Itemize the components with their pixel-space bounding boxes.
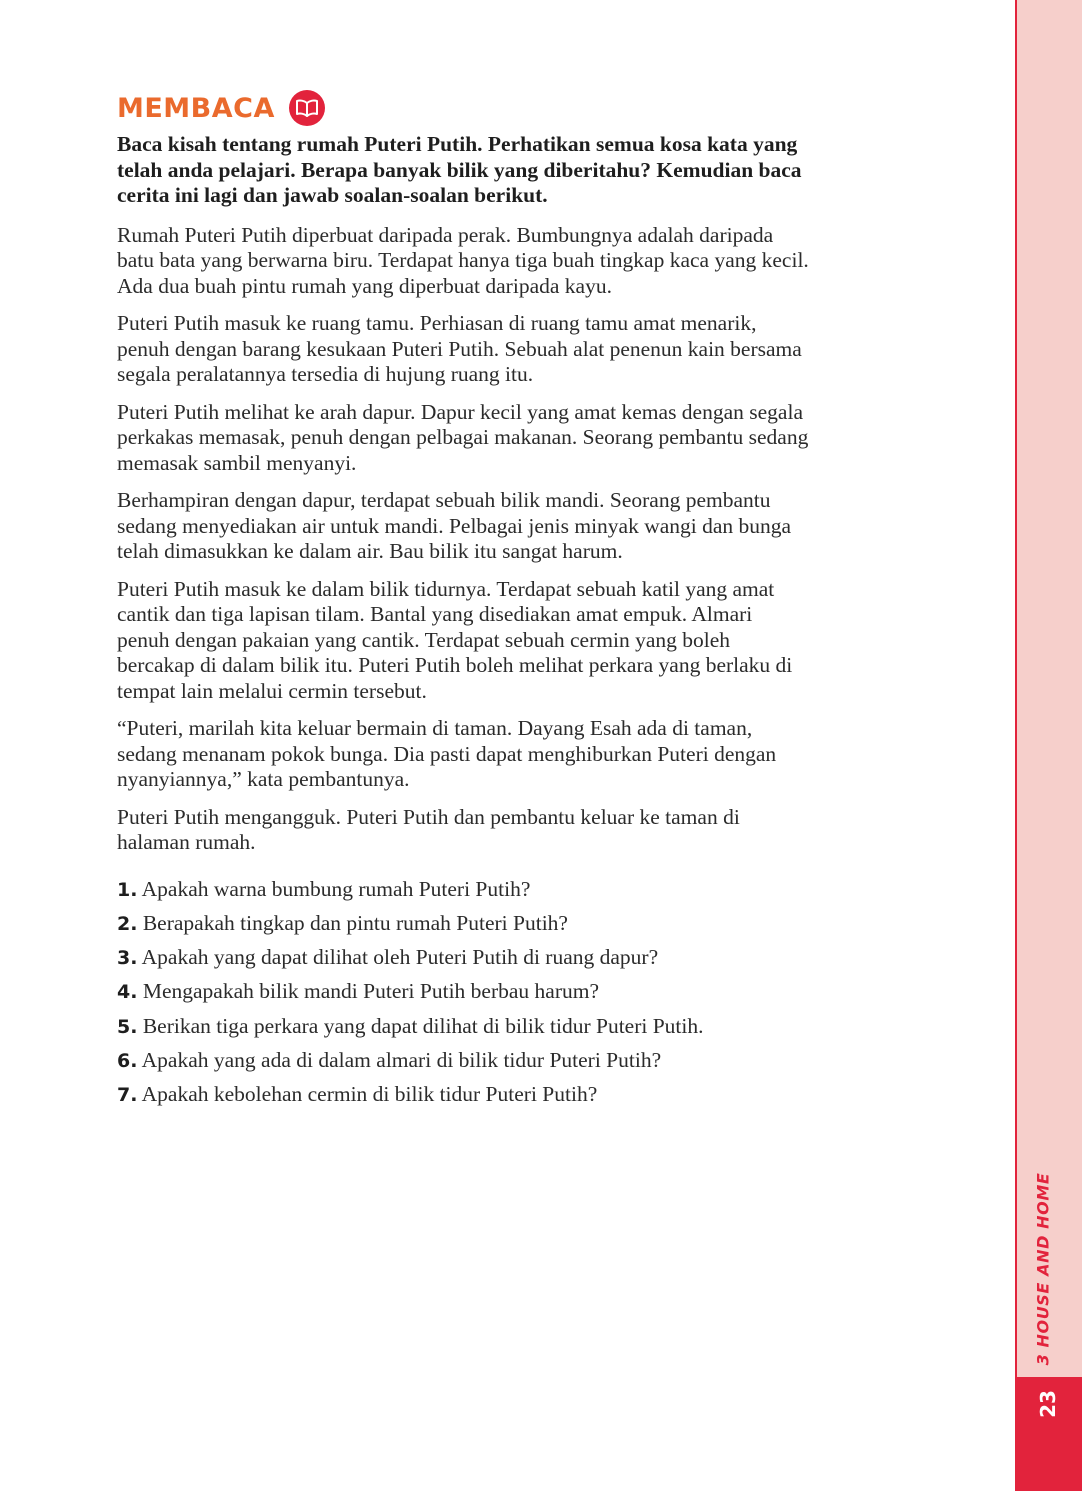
story-paragraph: Puteri Putih mengangguk. Puteri Putih dan pembantu keluar ke taman di halaman rumah.: [117, 804, 740, 854]
open-book-icon: [289, 90, 325, 126]
question-item: [117, 1048, 809, 1082]
question-item: [117, 945, 809, 979]
chapter-label: 3 HOUSE AND HOME: [1033, 1172, 1053, 1366]
story-paragraph: Puteri Putih melihat ke arah dapur. Dapur kecil yang amat kemas dengan segala perkakas memasak, penuh dengan pelbagai makanan. Seorang pembantu sedang memasak sambil menyanyi.: [117, 399, 809, 475]
question-text: Apakah yang ada di dalam almari di bilik tidur Puteri Putih?: [141, 1047, 662, 1072]
question-list: [117, 877, 809, 1117]
section-title: MEMBACA: [117, 92, 275, 124]
question-number: 1.: [117, 878, 138, 901]
question-number: 7.: [117, 1084, 138, 1107]
question-text: Apakah yang dapat dilihat oleh Puteri Putih di ruang dapur?: [141, 945, 659, 970]
story-paragraph: Puteri Putih masuk ke ruang tamu. Perhiasan di ruang tamu amat menarik, penuh dengan barang kesukaan Puteri Putih. Sebuah alat penenun kain bersama segala peralatannya tersedia di hujung ruang itu.: [117, 311, 802, 386]
reading-instructions: Baca kisah tentang rumah Puteri Putih. Perhatikan semua kosa kata yang telah anda pelajari. Berapa banyak bilik yang diberitahu? Kemudian baca cerita ini lagi dan jawab soalan-soalan berikut.: [117, 132, 802, 207]
question-item: [117, 979, 809, 1013]
question-text: Mengapakah bilik mandi Puteri Putih berbau harum?: [142, 979, 599, 1004]
question-text: Berapakah tingkap dan pintu rumah Puteri Putih?: [142, 910, 568, 935]
page-content: [117, 88, 809, 1117]
page-number: 23: [1036, 1390, 1060, 1418]
question-item: [117, 1082, 809, 1116]
question-number: 5.: [117, 1015, 138, 1038]
story-paragraph: “Puteri, marilah kita keluar bermain di taman. Dayang Esah ada di taman, sedang menanam pokok bunga. Dia pasti dapat menghiburkan Puteri dengan nyanyiannya,” kata pembantunya.: [117, 716, 777, 791]
question-number: 3.: [117, 947, 138, 970]
story-text: [117, 223, 809, 856]
question-text: Apakah warna bumbung rumah Puteri Putih?: [141, 876, 531, 901]
question-number: 6.: [117, 1049, 138, 1072]
question-number: 4.: [117, 981, 138, 1004]
story-paragraph: Rumah Puteri Putih diperbuat daripada perak. Bumbungnya adalah daripada batu bata yang berwarna biru. Terdapat hanya tiga buah tingkap kaca yang kecil. Ada dua buah pintu rumah yang diperbuat daripada kayu.: [117, 222, 809, 298]
question-item: [117, 877, 809, 911]
section-heading: [117, 88, 809, 128]
story-paragraph: Berhampiran dengan dapur, terdapat sebuah bilik mandi. Seorang pembantu sedang menyediakan air untuk mandi. Pelbagai jenis minyak wangi dan bunga telah dimasukkan ke dalam air. Bau bilik itu sangat harum.: [117, 488, 792, 563]
question-text: Apakah kebolehan cermin di bilik tidur Puteri Putih?: [141, 1082, 598, 1107]
question-item: [117, 911, 809, 945]
question-item: [117, 1014, 809, 1048]
question-number: 2.: [117, 912, 138, 935]
story-paragraph: Puteri Putih masuk ke dalam bilik tidurnya. Terdapat sebuah katil yang amat cantik dan tiga lapisan tilam. Bantal yang disediakan amat empuk. Almari penuh dengan pakaian yang cantik. Terdapat sebuah cermin yang boleh bercakap di dalam bilik itu. Puteri Putih boleh melihat perkara yang berlaku di tempat lain melalui cermin tersebut.: [117, 576, 793, 703]
question-text: Berikan tiga perkara yang dapat dilihat di bilik tidur Puteri Putih.: [142, 1013, 704, 1038]
